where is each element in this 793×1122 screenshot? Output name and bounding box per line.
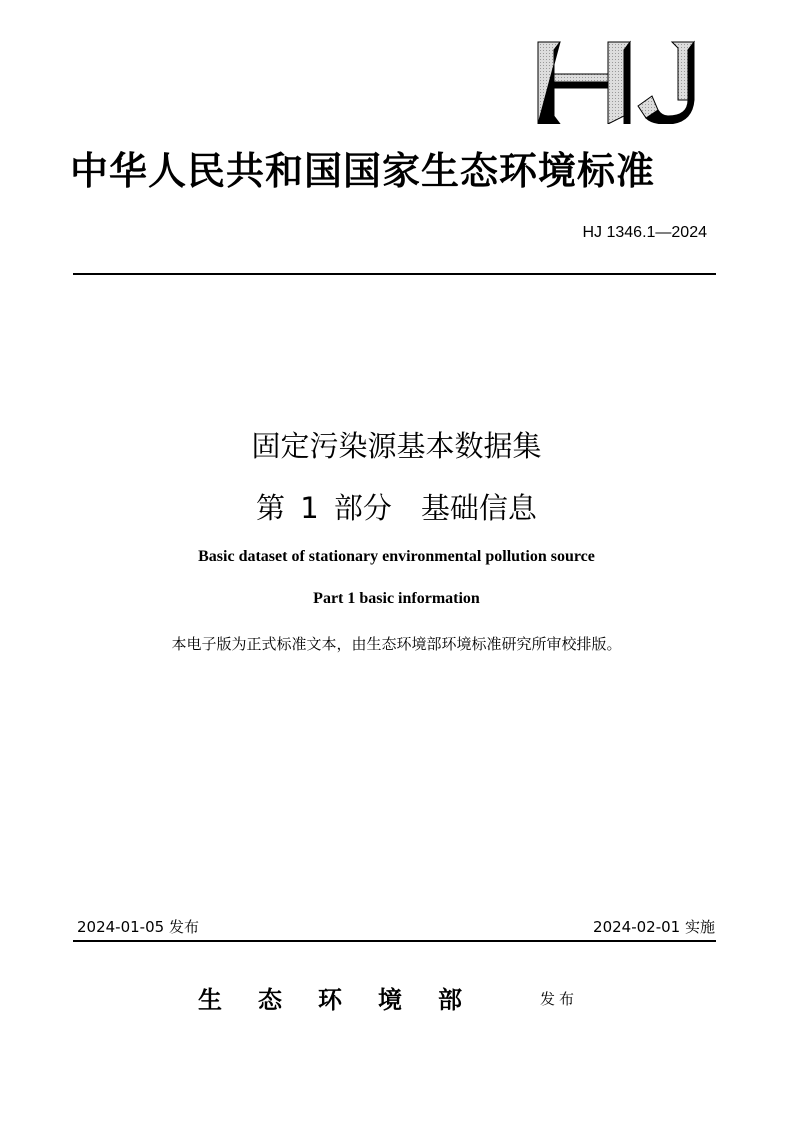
- release-date: 2024-01-05 发布: [77, 918, 199, 936]
- title-en: Basic dataset of stationary environmental pollution source: [198, 548, 595, 565]
- implement-date: 2024-02-01 实施: [593, 918, 715, 936]
- publisher-suffix: 发布: [540, 990, 579, 1008]
- top-divider: [73, 273, 716, 275]
- subtitle-cn: 第 1 部分 基础信息: [256, 491, 537, 525]
- bottom-divider: [73, 940, 716, 942]
- hj-logo: [534, 38, 696, 124]
- title-cn: 固定污染源基本数据集: [251, 429, 542, 463]
- subtitle-en: Part 1 basic information: [313, 590, 480, 607]
- organization-title: 中华人民共和国国家生态环境标准: [70, 148, 656, 193]
- standard-code: HJ 1346.1—2024: [582, 224, 707, 241]
- edition-note: 本电子版为正式标准文本，由生态环境部环境标准研究所审校排版。: [171, 635, 622, 653]
- publisher: 生态环境部: [198, 985, 498, 1014]
